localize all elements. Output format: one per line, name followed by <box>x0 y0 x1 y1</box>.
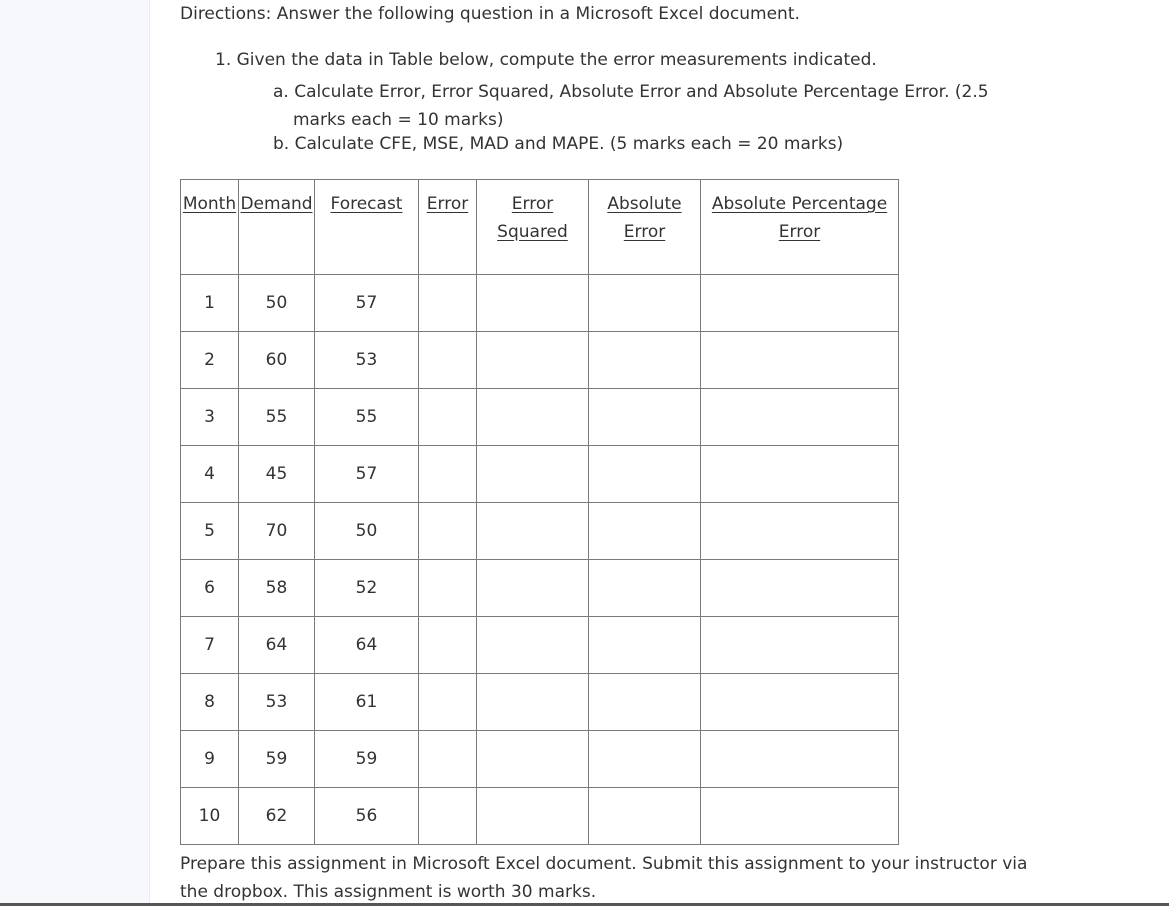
header-demand: Demand <box>239 180 315 275</box>
header-absolute-error: Absolute Error <box>589 180 701 275</box>
directions-text: Directions: Answer the following question in a Microsoft Excel document. <box>180 4 800 24</box>
cell-forecast: 64 <box>315 617 419 674</box>
cell-month: 3 <box>181 389 239 446</box>
question-1: 1. Given the data in Table below, compute the error measurements indicated. <box>215 50 877 70</box>
cell-demand: 62 <box>239 788 315 845</box>
cell-forecast: 59 <box>315 731 419 788</box>
header-absolute-percentage-error: Absolute Percentage Error <box>701 180 899 275</box>
data-table <box>180 179 899 845</box>
cell-error <box>419 332 477 389</box>
cell-absolute-error <box>589 788 701 845</box>
header-error: Error <box>419 180 477 275</box>
cell-error-squared <box>477 560 589 617</box>
cell-demand: 50 <box>239 275 315 332</box>
table-row <box>181 788 899 845</box>
cell-error <box>419 731 477 788</box>
cell-error-squared <box>477 332 589 389</box>
cell-demand: 55 <box>239 389 315 446</box>
cell-error <box>419 389 477 446</box>
table-row <box>181 446 899 503</box>
table-row <box>181 560 899 617</box>
cell-forecast: 57 <box>315 275 419 332</box>
table-row <box>181 617 899 674</box>
cell-month: 8 <box>181 674 239 731</box>
cell-demand: 60 <box>239 332 315 389</box>
cell-month: 9 <box>181 731 239 788</box>
table-row <box>181 731 899 788</box>
cell-error-squared <box>477 788 589 845</box>
cell-error-squared <box>477 275 589 332</box>
cell-absolute-percentage-error <box>701 788 899 845</box>
cell-demand: 64 <box>239 617 315 674</box>
cell-error <box>419 446 477 503</box>
cell-absolute-percentage-error <box>701 674 899 731</box>
left-gutter <box>0 0 150 906</box>
cell-absolute-error <box>589 275 701 332</box>
cell-error-squared <box>477 389 589 446</box>
cell-error <box>419 617 477 674</box>
cell-month: 2 <box>181 332 239 389</box>
cell-absolute-error <box>589 731 701 788</box>
cell-absolute-percentage-error <box>701 446 899 503</box>
cell-forecast: 61 <box>315 674 419 731</box>
cell-error <box>419 674 477 731</box>
cell-demand: 45 <box>239 446 315 503</box>
cell-absolute-percentage-error <box>701 560 899 617</box>
cell-error-squared <box>477 731 589 788</box>
cell-demand: 58 <box>239 560 315 617</box>
cell-absolute-error <box>589 503 701 560</box>
cell-forecast: 52 <box>315 560 419 617</box>
cell-absolute-error <box>589 446 701 503</box>
cell-error-squared <box>477 674 589 731</box>
cell-absolute-error <box>589 332 701 389</box>
cell-month: 10 <box>181 788 239 845</box>
cell-forecast: 57 <box>315 446 419 503</box>
cell-absolute-percentage-error <box>701 731 899 788</box>
header-month: Month <box>181 180 239 275</box>
question-1a: a. Calculate Error, Error Squared, Absolute Error and Absolute Percentage Error. (2.5 marks each = 10 marks) <box>273 82 989 130</box>
table-row <box>181 389 899 446</box>
cell-error <box>419 560 477 617</box>
cell-month: 5 <box>181 503 239 560</box>
cell-error-squared <box>477 446 589 503</box>
cell-absolute-percentage-error <box>701 332 899 389</box>
cell-month: 4 <box>181 446 239 503</box>
header-error-squared: Error Squared <box>477 180 589 275</box>
cell-error <box>419 503 477 560</box>
cell-absolute-error <box>589 674 701 731</box>
cell-demand: 70 <box>239 503 315 560</box>
cell-month: 1 <box>181 275 239 332</box>
cell-absolute-error <box>589 617 701 674</box>
cell-error <box>419 788 477 845</box>
cell-month: 6 <box>181 560 239 617</box>
cell-error <box>419 275 477 332</box>
cell-forecast: 53 <box>315 332 419 389</box>
cell-absolute-error <box>589 560 701 617</box>
table-row <box>181 332 899 389</box>
cell-absolute-error <box>589 389 701 446</box>
cell-demand: 59 <box>239 731 315 788</box>
cell-forecast: 55 <box>315 389 419 446</box>
table-row <box>181 275 899 332</box>
cell-error-squared <box>477 503 589 560</box>
cell-absolute-percentage-error <box>701 389 899 446</box>
footer-instructions: Prepare this assignment in Microsoft Excel document. Submit this assignment to your instructor via the dropbox. This assignment is worth 30 marks. <box>180 854 1028 902</box>
cell-absolute-percentage-error <box>701 275 899 332</box>
cell-error-squared <box>477 617 589 674</box>
cell-demand: 53 <box>239 674 315 731</box>
cell-forecast: 50 <box>315 503 419 560</box>
table-row <box>181 674 899 731</box>
cell-month: 7 <box>181 617 239 674</box>
table-header-row <box>181 180 899 275</box>
header-forecast: Forecast <box>315 180 419 275</box>
table-row <box>181 503 899 560</box>
cell-absolute-percentage-error <box>701 617 899 674</box>
cell-absolute-percentage-error <box>701 503 899 560</box>
question-1b: b. Calculate CFE, MSE, MAD and MAPE. (5 marks each = 20 marks) <box>273 134 844 154</box>
cell-forecast: 56 <box>315 788 419 845</box>
